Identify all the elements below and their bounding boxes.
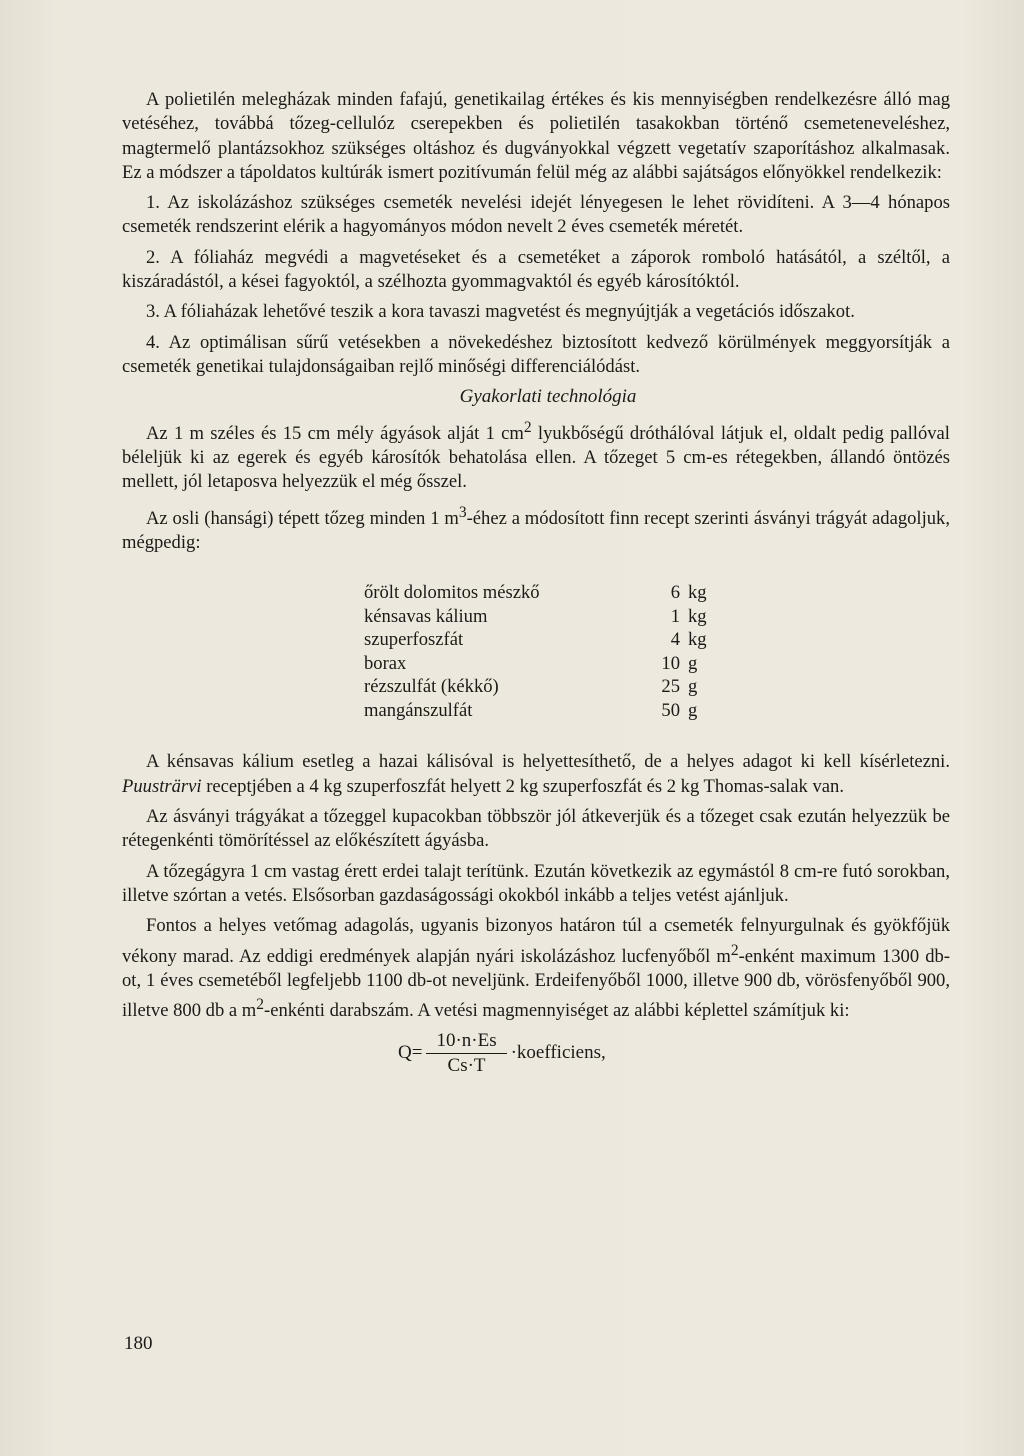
peat-paragraph: Az osli (hansági) tépett tőzeg minden 1 $m^3$-éhez a módosított finn recept szerinti ásványi trágyát adagoljuk, mégpedig: xyxy=(122,503,950,554)
table-row: mangánszulfát 50 g xyxy=(364,699,698,721)
advantage-3: 3. A fóliaházak lehetővé teszik a kora tavaszi magvetést és megnyújtják a vegetációs időszakot. xyxy=(146,301,855,323)
fertilizer-table xyxy=(364,581,728,722)
intro-paragraph: A polietilén melegházak minden fafajú, genetikailag értékes és kis mennyiségben rendelkezésre álló mag vetéséhez, továbbá tőzeg-cellulóz cserepekben és polietilén tasakokban történő csemeteneveléshez, magtermelő plantázsokhoz szükséges oltáshoz és dugványokkal végzett vegetatív szaporításhoz alkalmasak. Ez a módszer a tápoldatos kultúrák ismert pozitívumán felül még az alábbi sajátságos előnyökkel rendelkezik: xyxy=(122,89,950,183)
body-text xyxy=(122,88,950,1077)
table-row: borax 10 g xyxy=(364,652,698,674)
mixing-paragraph: Az ásványi trágyákat a tőzeggel kupacokban többször jól átkeverjük és a tőzeget csak ezután helyezzük be rétegenkénti tömörítéssel az előkészített ágyásba. xyxy=(122,806,950,852)
table-row: őrölt dolomitos mészkő 6 kg xyxy=(364,582,707,604)
seed-quantity-paragraph: Fontos a helyes vetőmag adagolás, ugyanis bizonyos határon túl a csemeték felnyurgulnak és gyökfőjük vékony marad. Az eddigi eredmények alapján nyári iskolázáshoz lucfenyőből $m^2$-enként maximum 1300 db-ot, 1 éves csemetéből legfeljebb 1100 db-ot neveljünk. Erdeifenyőből 1000, illetve 900 db, vörösfenyőből 900, illetve 800 db a $m^2$-enkénti darabszám. A vetési magmennyiséget az alábbi képlettel számítjuk ki: xyxy=(122,915,951,1022)
page-number: 180 xyxy=(124,1333,153,1354)
formula-rhs: ·koefficiens, xyxy=(510,1042,606,1064)
advantage-4: 4. Az optimálisan sűrű vetésekben a növekedéshez biztosított kedvező körülmények meggyorsítják a csemeték genetikai tulajdonságaiban rejlő minőségi differenciálódást. xyxy=(122,331,950,377)
formula-numerator: 10·n·Es xyxy=(426,1030,506,1054)
table-row: kénsavas kálium 1 kg xyxy=(364,605,707,627)
advantage-1: 1. Az iskolázáshoz szükséges csemeték nevelési idejét lényegesen le lehet rövidíteni. A 3—4 hónapos csemeték rendszerint elérik a hagyományos módon nevelt 2 éves csemeték méretét. xyxy=(122,192,950,238)
formula-denominator: Cs·T xyxy=(447,1054,486,1076)
advantage-2: 2. A fóliaház megvédi a magvetéseket és a csemetéket a záporok romboló hatásától, a széltől, a kiszáradástól, a kései fagyoktól, a szélhozta gyommagvaktól és egyéb károsítóktól. xyxy=(122,246,950,293)
section-heading: Gyakorlati technológia xyxy=(459,386,637,408)
formula-fraction xyxy=(426,1030,506,1077)
potassium-paragraph: A kénsavas kálium esetleg a hazai kálisóval is helyettesíthető, de a helyes adagot ki kell kísérletezni. Puusträrvi receptjében a 4 kg szuperfoszfát helyett 2 kg szuperfoszfát és 2 kg Thomas-salak van. xyxy=(122,751,950,797)
table-row: rézszulfát (kékkő) 25 g xyxy=(364,676,698,698)
formula-lhs: Q= xyxy=(398,1042,423,1064)
table-row: szuperfoszfát 4 kg xyxy=(364,629,707,651)
bed-preparation-paragraph: Az 1 m széles és 15 cm mély ágyások alját 1 $cm^2$ lyukbőségű dróthálóval látjuk el, oldalt pedig pallóval béleljük ki az egerek és egyéb károsítók behatolása ellen. A tőzeget 5 cm-es rétegekben, állandó öntözés mellett, jól letaposva helyezzük el még ősszel. xyxy=(122,418,950,493)
seed-formula xyxy=(398,1030,950,1077)
sowing-paragraph: A tőzegágyra 1 cm vastag érett erdei talajt terítünk. Ezután következik az egymástól 8 cm-re futó sorokban, illetve szórtan a vetés. Elsősorban gazdaságossági okokból inkább a teljes vetést ajánljuk. xyxy=(122,860,950,906)
